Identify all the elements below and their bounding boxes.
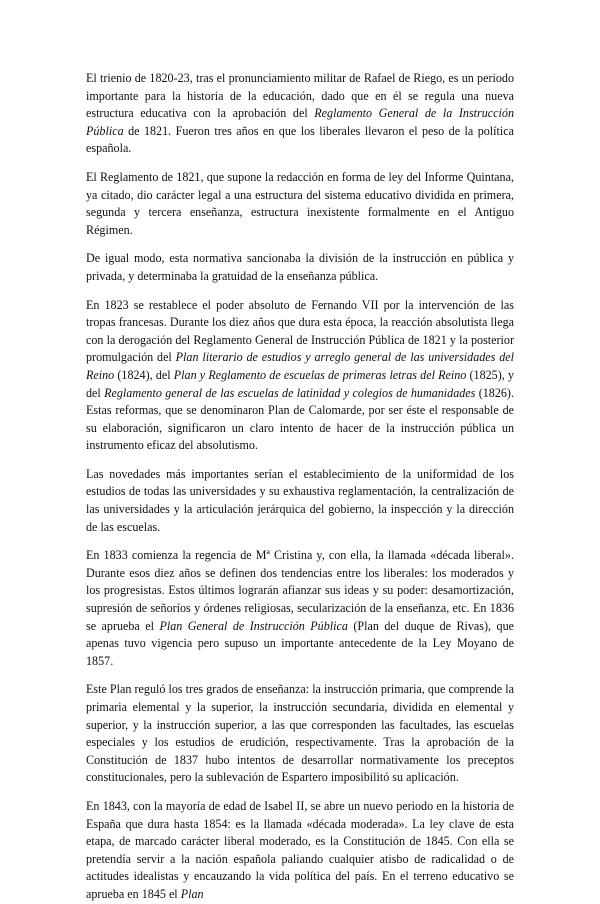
text-run: (1825), y del	[86, 367, 514, 400]
text-run: (1824), del	[114, 367, 174, 382]
text-run: de 1821. Fueron tres años en que los liberales llevaron el peso de la política española.	[86, 123, 514, 156]
paragraph-2: El Reglamento de 1821, que supone la redacción en forma de ley del Informe Quintana, ya citado, dio carácter legal a una estructura del sistema educativo dividida en primera, segunda y tercera enseñanza, estructura inexistente formalmente en el Antiguo Régimen.	[86, 169, 514, 237]
paragraph-3: De igual modo, esta normativa sancionaba la división de la instrucción en pública y privada, y determinaba la gratuidad de la enseñanza pública.	[86, 251, 514, 283]
italic-title: Plan General de Instrucción Pública	[159, 618, 348, 633]
paragraph-8	[86, 798, 514, 904]
paragraph-1	[86, 70, 514, 158]
italic-title: Plan y Reglamento de escuelas de primeras letras del Reino	[173, 367, 467, 382]
text-run: En 1823 se restablece el poder absoluto de Fernando VII por la intervención de las tropas francesas. Durante los diez años que dura esta época, la reacción absolutista llega con la derogación del Reglamento General de Instrucción Pública de 1821 y la posterior promulgación del	[86, 297, 514, 365]
italic-title: Reglamento general de las escuelas de latinidad y colegios de humanidades	[104, 385, 476, 400]
text-run: (1826). Estas reformas, que se denominaron Plan de Calomarde, por ser éste el responsable de su elaboración, significaron un claro intento de hacer de la instrucción pública un instrumento eficaz del absolutismo.	[86, 385, 514, 453]
paragraph-5: Las novedades más importantes serían el establecimiento de la uniformidad de los estudios de todas las universidades y su exhaustiva reglamentación, la centralización de las universidades y la articulación jerárquica del gobierno, la inspección y la dirección de las escuelas.	[86, 466, 514, 534]
italic-title: Plan	[180, 886, 204, 901]
text-run: En 1843, con la mayoría de edad de Isabel II, se abre un nuevo periodo en la historia de España que dura hasta 1854: es la llamada «década moderada». La ley clave de esta etapa, de marcado carácter liberal moderado, es la Constitución de 1845. Con ella se pretendía servir a la nación española paliando cualquier atisbo de radicalidad o de actitudes idealistas y encauzando la vida política del país. En el terreno educativo se aprueba en 1845 el	[86, 798, 514, 901]
paragraph-6	[86, 547, 514, 670]
text-run: El trienio de 1820-23, tras el pronunciamiento militar de Rafael de Riego, es un periodo importante para la historia de la educación, dado que en él se regula una nueva estructura educativa con la aprobación del	[86, 71, 514, 121]
text-run: En 1833 comienza la regencia de Mª Cristina y, con ella, la llamada «década liberal». Durante esos diez años se definen dos tendencias entre los liberales: los moderados y los progresistas. Estos últimos lograrán afianzar sus ideas y su poder: desamortización, supresión de señoríos y órdenes religiosas, secularización de la enseñanza, etc. En 1836 se aprueba el	[86, 548, 514, 633]
italic-title: Plan literario de estudios y arreglo general de las universidades del Reino	[86, 350, 514, 382]
italic-title: Reglamento General de la Instrucción Pública	[86, 106, 514, 138]
text-run: (Plan del duque de Rivas), que apenas tuvo vigencia pero supuso un importante antecedente de la Ley Moyano de 1857.	[86, 618, 514, 668]
paragraph-7: Este Plan reguló los tres grados de enseñanza: la instrucción primaria, que comprende la primaria elemental y la superior, la instrucción secundaria, dividida en elemental y superior, y la instrucción superior, a las que corresponden las facultades, las escuelas especiales y los estudios de erudición, respectivamente. Tras la aprobación de la Constitución de 1837 hubo intentos de desarrollar normativamente los preceptos constitucionales, pero la sublevación de Espartero imposibilitó su aplicación.	[86, 682, 514, 785]
paragraph-4	[86, 297, 514, 455]
